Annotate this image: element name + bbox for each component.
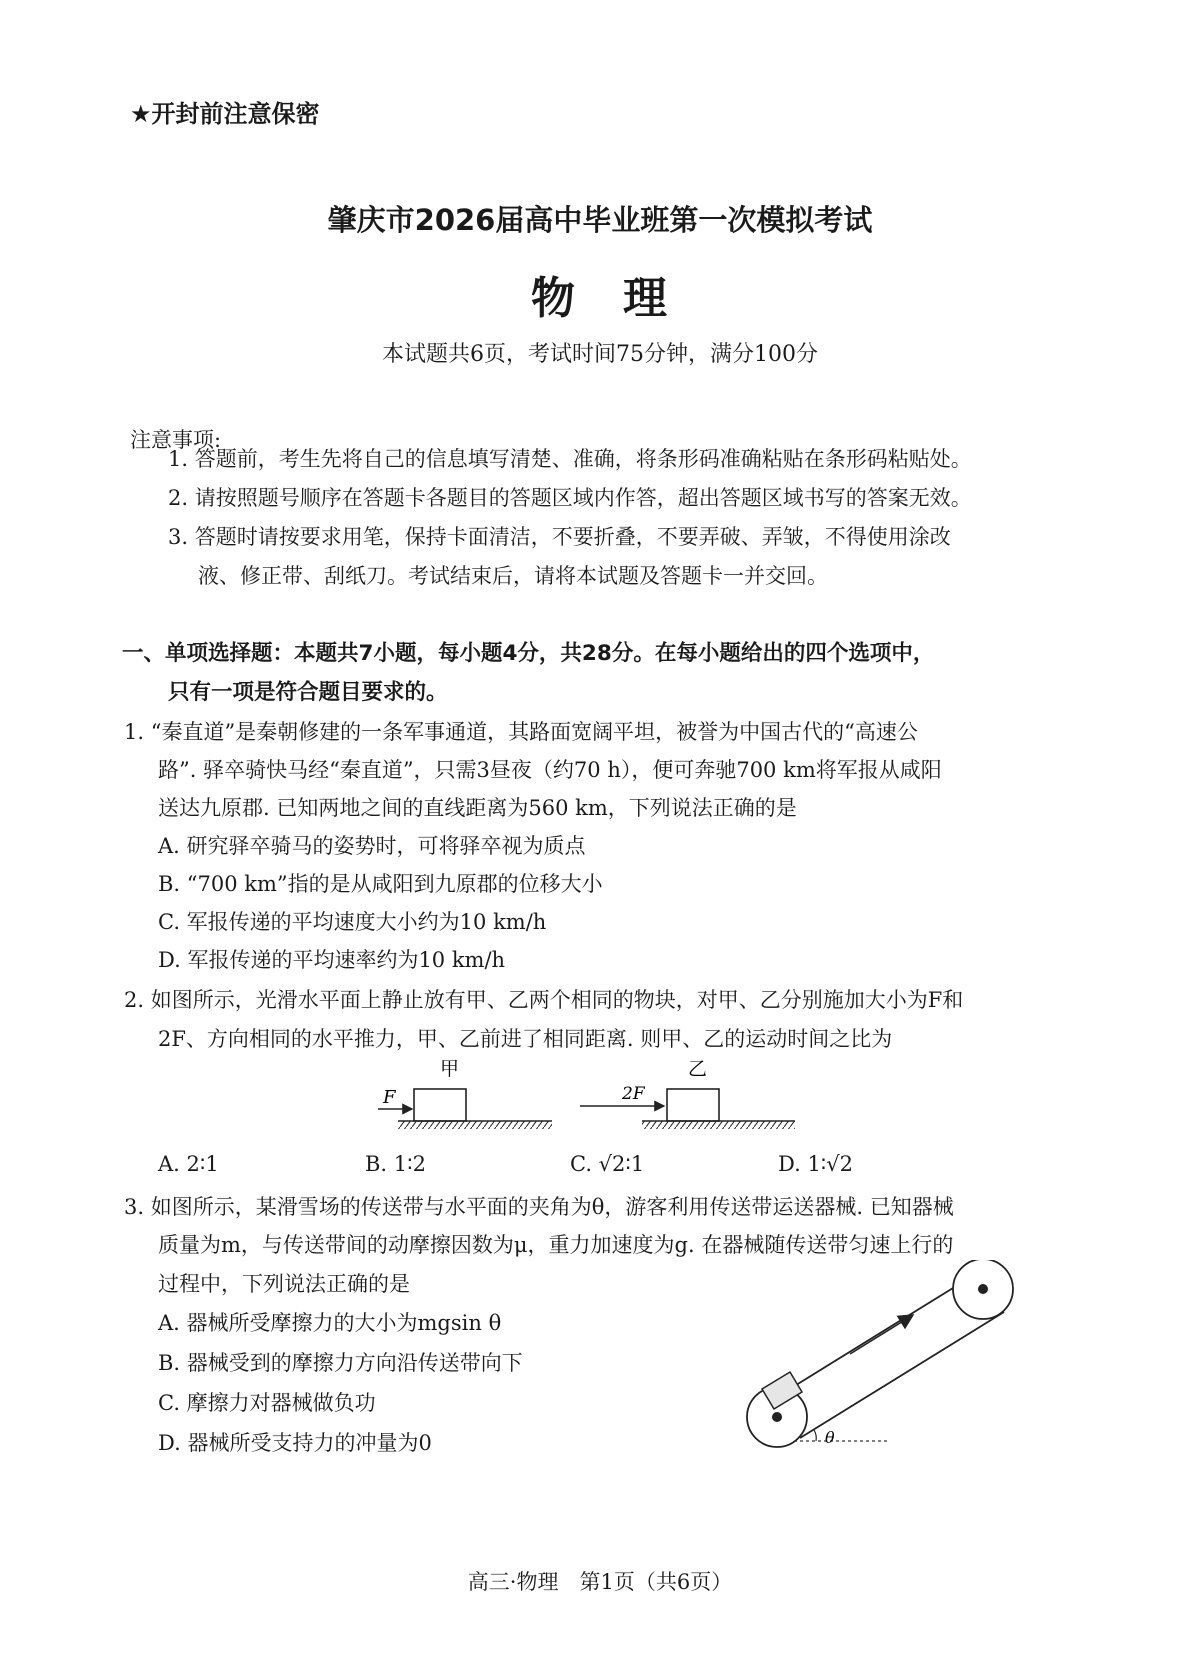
q1-stem-line2: 路”. 驿卒骑快马经“秦直道”，只需3昼夜（约70 h），便可奔驰700 km将军报从咸阳 (158, 758, 942, 782)
q3-option-d: D. 器械所受支持力的冲量为0 (158, 1431, 432, 1455)
q3-figure (740, 1260, 1040, 1460)
block-yi-group (580, 1058, 795, 1129)
belt-lower-edge (800, 1312, 1004, 1438)
q2-stem-line1: 2. 如图所示，光滑水平面上静止放有甲、乙两个相同的物块，对甲、乙分别施加大小为F和 (124, 988, 964, 1012)
force-2f-label: 2F (622, 1084, 645, 1104)
q3-option-a: A. 器械所受摩擦力的大小为mgsin θ (158, 1311, 502, 1335)
force-f-label: F (383, 1087, 396, 1108)
notice-item-3-cont: 液、修正带、刮纸刀。考试结束后，请将本试题及答题卡一并交回。 (198, 564, 828, 588)
subject-title: 物 理 (531, 273, 669, 324)
ground-hatch-1 (398, 1121, 552, 1129)
q1-option-b: B. “700 km”指的是从咸阳到九原郡的位移大小 (158, 872, 603, 896)
belt-direction-arrow (850, 1315, 913, 1354)
q2-option-d: D. 1∶√2 (778, 1152, 854, 1176)
q1-option-c: C. 军报传递的平均速度大小约为10 km/h (158, 910, 547, 934)
q2-figure (370, 1055, 810, 1137)
q1-stem-line3: 送达九原郡. 已知两地之间的直线距离为560 km，下列说法正确的是 (158, 796, 797, 820)
block-yi (667, 1089, 719, 1121)
page-footer: 高三·物理 第1页（共6页） (467, 1570, 733, 1594)
lower-pulley-axle (772, 1412, 782, 1422)
notice-item-3: 3. 答题时请按要求用笔，保持卡面清洁，不要折叠，不要弄破、弄皱，不得使用涂改 (168, 525, 951, 549)
q1-option-d: D. 军报传递的平均速率约为10 km/h (158, 948, 506, 972)
q3-stem-line2: 质量为m，与传送带间的动摩擦因数为μ，重力加速度为g. 在器械随传送带匀速上行的 (158, 1233, 954, 1257)
exam-info: 本试题共6页，考试时间75分钟，满分100分 (382, 342, 818, 367)
q2-option-b: B. 1∶2 (365, 1152, 426, 1176)
upper-pulley-axle (978, 1284, 988, 1294)
confidential-mark: ★开封前注意保密 (130, 100, 320, 128)
ground-hatch-2 (642, 1121, 795, 1129)
block-jia-group (378, 1058, 552, 1129)
q2-stem-line2: 2F、方向相同的水平推力，甲、乙前进了相同距离. 则甲、乙的运动时间之比为 (158, 1027, 893, 1051)
block-jia (414, 1089, 466, 1121)
q1-stem-line1: 1. “秦直道”是秦朝修建的一条军事通道，其路面宽阔平坦，被誉为中国古代的“高速公 (124, 720, 918, 744)
notice-item-2: 2. 请按照题号顺序在答题卡各题目的答题区域内作答，超出答题区域书写的答案无效。 (168, 486, 972, 510)
q3-stem-line1: 3. 如图所示，某滑雪场的传送带与水平面的夹角为θ，游客利用传送带运送器械. 已知器械 (124, 1195, 954, 1219)
angle-arc (814, 1430, 816, 1441)
q3-option-b: B. 器械受到的摩擦力方向沿传送带向下 (158, 1351, 523, 1375)
block-yi-label: 乙 (688, 1058, 708, 1080)
q2-option-a: A. 2∶1 (158, 1152, 219, 1176)
notice-item-1: 1. 答题前，考生先将自己的信息填写清楚、准确，将条形码准确粘贴在条形码粘贴处。 (168, 447, 972, 471)
q3-option-c: C. 摩擦力对器械做负功 (158, 1391, 376, 1415)
q2-option-c: C. √2∶1 (570, 1152, 645, 1176)
block-jia-label: 甲 (440, 1058, 460, 1080)
q3-stem-line3: 过程中，下列说法正确的是 (158, 1272, 410, 1296)
section-heading: 一、单项选择题：本题共7小题，每小题4分，共28分。在每小题给出的四个选项中， (122, 641, 935, 666)
angle-theta-label: θ (825, 1428, 835, 1447)
notice-heading: 注意事项: (130, 428, 222, 452)
section-heading-cont: 只有一项是符合题目要求的。 (168, 680, 448, 705)
exam-title: 肇庆市2026届高中毕业班第一次模拟考试 (327, 203, 873, 237)
q1-option-a: A. 研究驿卒骑马的姿势时，可将驿卒视为质点 (158, 834, 586, 858)
